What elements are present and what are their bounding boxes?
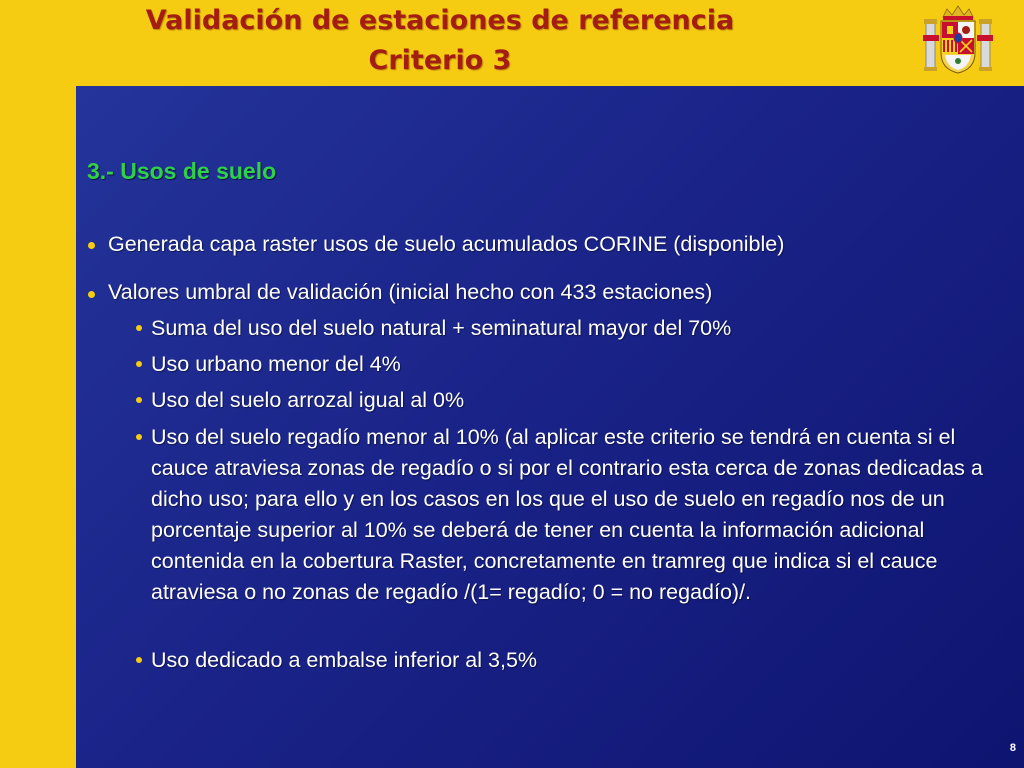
sub-bullet-dot	[136, 361, 142, 367]
sub-bullet-dot	[136, 325, 142, 331]
sub-bullet-item: Uso urbano menor del 4%	[151, 352, 401, 376]
sub-bullet-item: Uso del suelo arrozal igual al 0%	[151, 388, 465, 412]
section-title: 3.- Usos de suelo	[87, 158, 277, 184]
sub-bullet-item: Suma del uso del suelo natural + seminatural mayor del 70%	[151, 316, 732, 340]
sub-bullet-dot	[136, 657, 142, 663]
sub-bullet-item: Uso del suelo regadío menor al 10% (al aplicar este criterio se tendrá en cuenta si el cauce atraviesa zonas de regadío o si por el contrario esta cerca de zonas dedicadas a dicho uso; para ello y en los casos en los que el uso de suelo en regadío nos de un porcentaje superior al 10% se deberá de tener en cuenta la información adicional contenida en la cobertura Raster, concretamente en tramreg que indica si el cauce atraviesa o no zonas de regadío /(1= regadío; 0 = no regadío)/.	[151, 425, 983, 604]
sub-bullet-dot	[136, 397, 142, 403]
slide-title-line-1: Validación de estaciones de referencia	[145, 5, 735, 36]
page-number: 8	[1009, 742, 1016, 754]
left-decor-band	[0, 88, 76, 768]
sub-bullet-dot	[136, 434, 142, 440]
bullet-dot	[88, 242, 95, 249]
bullet-dot	[88, 291, 95, 298]
bullet-item: Valores umbral de validación (inicial hecho con 433 estaciones)	[108, 280, 713, 304]
slide-header	[0, 0, 1024, 88]
bullet-item: Generada capa raster usos de suelo acumulados CORINE (disponible)	[108, 232, 785, 256]
sub-bullet-item: Uso dedicado a embalse inferior al 3,5%	[151, 648, 538, 672]
coat-of-arms-icon	[923, 3, 993, 77]
slide-title-line-2: Criterio 3	[368, 45, 512, 76]
